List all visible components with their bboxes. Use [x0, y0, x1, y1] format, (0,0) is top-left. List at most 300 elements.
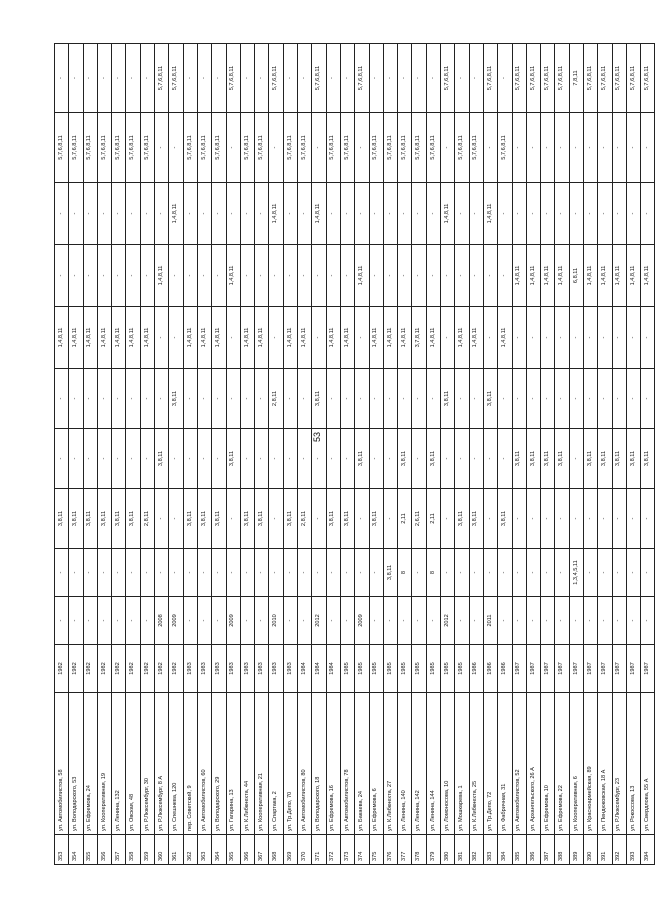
table-row	[169, 44, 183, 865]
cell-year-repair: 2011	[483, 597, 497, 645]
cell-works-h: -	[155, 113, 169, 183]
cell-row-number: 385	[512, 835, 526, 865]
table-row	[83, 44, 97, 865]
cell-row-number: 363	[197, 835, 211, 865]
cell-works-e: 1,4,8,11	[455, 307, 469, 369]
cell-works-i: -	[469, 44, 483, 113]
cell-works-i: 5,7,6,8,11	[612, 44, 626, 113]
cell-works-c: -	[383, 429, 397, 489]
cell-works-c: -	[569, 429, 583, 489]
table-row	[55, 44, 69, 865]
cell-works-b: -	[169, 489, 183, 549]
cell-works-e: 3,7,8,11	[412, 307, 426, 369]
table-row	[298, 44, 312, 865]
cell-works-g: -	[569, 183, 583, 245]
cell-year-built: 1982	[83, 645, 97, 693]
cell-works-i: -	[298, 44, 312, 113]
cell-year-built: 1982	[97, 645, 111, 693]
cell-works-c: 3,8,11	[355, 429, 369, 489]
cell-works-e: -	[626, 307, 640, 369]
cell-works-e: 1,4,8,11	[369, 307, 383, 369]
cell-works-f: -	[441, 245, 455, 307]
cell-works-h: -	[583, 113, 597, 183]
cell-works-c: -	[498, 429, 512, 489]
cell-works-d: -	[412, 369, 426, 429]
cell-works-a: -	[469, 549, 483, 597]
cell-works-g: -	[598, 183, 612, 245]
cell-year-repair: -	[140, 597, 154, 645]
cell-year-repair: -	[55, 597, 69, 645]
cell-works-g: -	[112, 183, 126, 245]
cell-works-h: -	[226, 113, 240, 183]
cell-year-repair: -	[197, 597, 211, 645]
cell-row-number: 358	[126, 835, 140, 865]
cell-works-c: 3,8,11	[155, 429, 169, 489]
cell-works-d: -	[398, 369, 412, 429]
cell-row-number: 356	[97, 835, 111, 865]
cell-works-e: -	[269, 307, 283, 369]
cell-works-d: -	[97, 369, 111, 429]
cell-works-g: -	[97, 183, 111, 245]
cell-works-e: -	[512, 307, 526, 369]
cell-address: ул. Спешнева, 120	[169, 693, 183, 835]
table-row	[226, 44, 240, 865]
cell-works-b: -	[383, 489, 397, 549]
cell-address: ул. Тр.Депо, 72	[483, 693, 497, 835]
cell-works-i: 5,7,6,8,11	[355, 44, 369, 113]
cell-works-a: -	[541, 549, 555, 597]
cell-works-h: 5,7,6,8,11	[455, 113, 469, 183]
cell-address: ул. Ленина, 140	[398, 693, 412, 835]
cell-works-h: 5,7,6,8,11	[412, 113, 426, 183]
cell-address: ул. Ефремова, 16	[326, 693, 340, 835]
cell-works-h: -	[598, 113, 612, 183]
table-row	[283, 44, 297, 865]
cell-works-h: -	[526, 113, 540, 183]
cell-works-g: -	[555, 183, 569, 245]
cell-works-d: -	[226, 369, 240, 429]
cell-works-c: 3,8,11	[626, 429, 640, 489]
cell-year-built: 1982	[55, 645, 69, 693]
cell-works-f: -	[112, 245, 126, 307]
cell-works-d: -	[340, 369, 354, 429]
cell-works-c: -	[197, 429, 211, 489]
cell-works-i: 5,7,6,8,11	[312, 44, 326, 113]
cell-works-g: -	[498, 183, 512, 245]
cell-works-c: -	[312, 429, 326, 489]
cell-works-b: -	[526, 489, 540, 549]
cell-works-d: -	[69, 369, 83, 429]
cell-works-b: -	[612, 489, 626, 549]
cell-works-f: 1,4,8,11	[626, 245, 640, 307]
cell-works-f: 1,4,8,11	[526, 245, 540, 307]
cell-works-f: -	[283, 245, 297, 307]
table-row	[426, 44, 440, 865]
table-row	[155, 44, 169, 865]
cell-works-d: -	[526, 369, 540, 429]
cell-works-a: -	[226, 549, 240, 597]
cell-works-c: -	[455, 429, 469, 489]
cell-works-e: -	[612, 307, 626, 369]
cell-works-g: -	[526, 183, 540, 245]
cell-works-d: 2,8,11	[269, 369, 283, 429]
cell-works-i: 5,7,6,8,11	[641, 44, 655, 113]
cell-row-number: 361	[169, 835, 183, 865]
cell-works-h: 5,7,6,8,11	[240, 113, 254, 183]
cell-address: ул. Р.Люксембург, 23	[612, 693, 626, 835]
cell-works-d: -	[112, 369, 126, 429]
cell-works-c: 3,8,11	[226, 429, 240, 489]
cell-works-a: -	[140, 549, 154, 597]
cell-works-i: 5,7,6,8,11	[626, 44, 640, 113]
cell-works-i: -	[283, 44, 297, 113]
table-row	[355, 44, 369, 865]
cell-address: ул. Р.Люксембург, 30	[140, 693, 154, 835]
page-number: 53	[312, 431, 323, 443]
cell-works-a: -	[183, 549, 197, 597]
cell-year-repair: -	[569, 597, 583, 645]
cell-works-c: -	[240, 429, 254, 489]
cell-year-repair: -	[626, 597, 640, 645]
cell-works-e: 1,4,8,11	[140, 307, 154, 369]
cell-works-c: -	[441, 429, 455, 489]
cell-works-e: 1,4,8,11	[283, 307, 297, 369]
cell-works-e: -	[526, 307, 540, 369]
cell-works-f: -	[69, 245, 83, 307]
cell-works-e: 1,4,8,11	[197, 307, 211, 369]
cell-works-g: 1,4,8,11	[312, 183, 326, 245]
cell-address: ул. Володарского, 53	[69, 693, 83, 835]
cell-works-a: -	[269, 549, 283, 597]
cell-works-b: 2,8,11	[140, 489, 154, 549]
cell-works-d: -	[569, 369, 583, 429]
cell-works-h: 5,7,6,8,11	[383, 113, 397, 183]
cell-works-f: -	[97, 245, 111, 307]
cell-year-built: 1983	[212, 645, 226, 693]
cell-works-b: 3,8,11	[126, 489, 140, 549]
cell-works-d: -	[583, 369, 597, 429]
cell-works-f: 1,4,8,11	[355, 245, 369, 307]
cell-works-d: -	[541, 369, 555, 429]
cell-address: пер. Советский, 9	[183, 693, 197, 835]
cell-works-b: -	[269, 489, 283, 549]
cell-works-i: -	[97, 44, 111, 113]
cell-year-repair: -	[369, 597, 383, 645]
cell-address: ул. Кооперативная, 6	[569, 693, 583, 835]
cell-works-g: -	[455, 183, 469, 245]
cell-works-d: -	[498, 369, 512, 429]
cell-year-repair: 2009	[226, 597, 240, 645]
cell-works-c: 3,8,11	[612, 429, 626, 489]
cell-row-number: 381	[455, 835, 469, 865]
table-row	[541, 44, 555, 865]
cell-works-c: -	[140, 429, 154, 489]
cell-works-a: -	[483, 549, 497, 597]
table-row	[255, 44, 269, 865]
cell-row-number: 382	[469, 835, 483, 865]
cell-works-h: 5,7,6,8,11	[340, 113, 354, 183]
cell-works-a: -	[512, 549, 526, 597]
cell-works-e: 1,4,8,11	[69, 307, 83, 369]
cell-works-f: 1,4,8,11	[555, 245, 569, 307]
cell-row-number: 374	[355, 835, 369, 865]
cell-row-number: 369	[283, 835, 297, 865]
cell-works-h: 5,7,6,8,11	[126, 113, 140, 183]
data-table	[54, 43, 655, 865]
cell-works-h: -	[641, 113, 655, 183]
cell-works-i: -	[412, 44, 426, 113]
cell-works-f: 1,4,8,11	[583, 245, 597, 307]
cell-works-b: 3,8,11	[69, 489, 83, 549]
cell-works-i: -	[83, 44, 97, 113]
cell-works-a: -	[340, 549, 354, 597]
cell-row-number: 386	[526, 835, 540, 865]
cell-address: ул. Ленина, 132	[112, 693, 126, 835]
cell-works-e: 1,4,8,11	[426, 307, 440, 369]
cell-year-repair: -	[426, 597, 440, 645]
cell-works-g: -	[340, 183, 354, 245]
cell-works-c: 3,8,11	[426, 429, 440, 489]
cell-works-b: 2,6,11	[412, 489, 426, 549]
cell-year-built: 1987	[541, 645, 555, 693]
cell-works-a: -	[197, 549, 211, 597]
cell-year-built: 1985	[383, 645, 397, 693]
cell-works-i: -	[426, 44, 440, 113]
cell-works-e: -	[641, 307, 655, 369]
cell-row-number: 355	[83, 835, 97, 865]
cell-works-e: -	[598, 307, 612, 369]
cell-works-d: -	[126, 369, 140, 429]
cell-works-h: 5,7,6,8,11	[255, 113, 269, 183]
cell-works-i: 5,7,6,8,11	[483, 44, 497, 113]
cell-works-a: -	[612, 549, 626, 597]
cell-works-d: -	[426, 369, 440, 429]
cell-works-g: -	[83, 183, 97, 245]
table-row	[583, 44, 597, 865]
cell-works-f: -	[83, 245, 97, 307]
cell-year-repair: -	[112, 597, 126, 645]
cell-works-f: -	[140, 245, 154, 307]
cell-year-repair: -	[583, 597, 597, 645]
cell-address: ул. Володарского, 18	[312, 693, 326, 835]
cell-works-g: -	[469, 183, 483, 245]
cell-works-c: 3,8,11	[598, 429, 612, 489]
cell-works-b: 3,8,11	[55, 489, 69, 549]
table-row	[69, 44, 83, 865]
cell-works-b: -	[626, 489, 640, 549]
cell-row-number: 372	[326, 835, 340, 865]
cell-works-f: -	[197, 245, 211, 307]
cell-works-h: 5,7,6,8,11	[83, 113, 97, 183]
cell-works-c: -	[369, 429, 383, 489]
cell-works-a: -	[112, 549, 126, 597]
cell-works-c: -	[83, 429, 97, 489]
cell-year-repair: -	[69, 597, 83, 645]
cell-row-number: 380	[441, 835, 455, 865]
table-row	[112, 44, 126, 865]
cell-row-number: 389	[569, 835, 583, 865]
table-row	[526, 44, 540, 865]
cell-year-built: 1987	[598, 645, 612, 693]
cell-year-repair: -	[298, 597, 312, 645]
cell-works-b: 3,8,11	[240, 489, 254, 549]
cell-year-repair: -	[126, 597, 140, 645]
cell-works-a: -	[626, 549, 640, 597]
cell-works-f: -	[183, 245, 197, 307]
cell-works-e: 1,4,8,11	[398, 307, 412, 369]
cell-works-i: 5,7,6,8,11	[169, 44, 183, 113]
cell-year-built: 1982	[155, 645, 169, 693]
cell-works-d: -	[140, 369, 154, 429]
cell-year-repair: -	[455, 597, 469, 645]
cell-works-f: -	[55, 245, 69, 307]
cell-row-number: 379	[426, 835, 440, 865]
cell-row-number: 354	[69, 835, 83, 865]
cell-works-i: 7,8,11	[569, 44, 583, 113]
cell-works-g: -	[512, 183, 526, 245]
cell-year-built: 1983	[240, 645, 254, 693]
cell-works-h: -	[512, 113, 526, 183]
cell-works-d: -	[155, 369, 169, 429]
cell-works-i: 5,7,6,8,11	[541, 44, 555, 113]
cell-works-h: -	[555, 113, 569, 183]
cell-year-repair: 2012	[441, 597, 455, 645]
cell-year-built: 1984	[312, 645, 326, 693]
cell-works-d: 3,8,11	[169, 369, 183, 429]
cell-address: ул. Спартака, 2	[269, 693, 283, 835]
cell-works-b: 3,8,11	[283, 489, 297, 549]
cell-works-d: -	[555, 369, 569, 429]
cell-works-d: -	[369, 369, 383, 429]
table-row	[555, 44, 569, 865]
cell-works-h: 5,7,6,8,11	[69, 113, 83, 183]
cell-works-h: 5,7,6,8,11	[326, 113, 340, 183]
cell-works-e: 1,4,8,11	[126, 307, 140, 369]
cell-works-e: 1,4,8,11	[298, 307, 312, 369]
cell-works-d: -	[240, 369, 254, 429]
cell-year-built: 1983	[183, 645, 197, 693]
cell-works-a: -	[240, 549, 254, 597]
cell-works-i: -	[212, 44, 226, 113]
cell-works-c: -	[212, 429, 226, 489]
cell-works-a: -	[326, 549, 340, 597]
cell-works-g: -	[183, 183, 197, 245]
cell-works-f: 1,4,8,11	[226, 245, 240, 307]
cell-works-b: 3,8,11	[340, 489, 354, 549]
cell-row-number: 394	[641, 835, 655, 865]
cell-works-a: -	[412, 549, 426, 597]
cell-year-built: 1982	[169, 645, 183, 693]
table-container	[54, 44, 651, 865]
cell-year-built: 1987	[555, 645, 569, 693]
cell-works-g: 1,4,8,11	[169, 183, 183, 245]
cell-works-g: -	[326, 183, 340, 245]
cell-works-f: -	[498, 245, 512, 307]
cell-works-h: -	[269, 113, 283, 183]
cell-works-e: 1,4,8,11	[240, 307, 254, 369]
cell-row-number: 377	[398, 835, 412, 865]
cell-works-g: -	[398, 183, 412, 245]
cell-works-i: -	[197, 44, 211, 113]
cell-works-c: 3,8,11	[583, 429, 597, 489]
cell-works-f: -	[412, 245, 426, 307]
cell-year-repair: 2012	[312, 597, 326, 645]
cell-address: ул. К.Либкнехта, 44	[240, 693, 254, 835]
cell-year-repair: -	[183, 597, 197, 645]
cell-address: ул. Свердлова, 55 А	[641, 693, 655, 835]
cell-works-e: 1,4,8,11	[112, 307, 126, 369]
cell-works-b: -	[355, 489, 369, 549]
cell-works-e: -	[312, 307, 326, 369]
cell-works-h: 5,7,6,8,11	[183, 113, 197, 183]
cell-year-built: 1983	[197, 645, 211, 693]
cell-works-a: 8	[426, 549, 440, 597]
table-row	[183, 44, 197, 865]
cell-works-d: -	[355, 369, 369, 429]
cell-works-b: -	[155, 489, 169, 549]
cell-works-f: -	[426, 245, 440, 307]
cell-year-built: 1985	[369, 645, 383, 693]
cell-year-built: 1982	[140, 645, 154, 693]
cell-works-d: 3,8,11	[312, 369, 326, 429]
cell-works-c: -	[169, 429, 183, 489]
cell-works-e: -	[569, 307, 583, 369]
cell-address: ул. Автомобилистов, 58	[55, 693, 69, 835]
cell-works-h: 5,7,6,8,11	[197, 113, 211, 183]
cell-works-f: -	[469, 245, 483, 307]
cell-works-g: -	[283, 183, 297, 245]
cell-row-number: 392	[612, 835, 626, 865]
cell-year-repair: -	[541, 597, 555, 645]
cell-works-c: 3,8,11	[541, 429, 555, 489]
cell-works-h: -	[441, 113, 455, 183]
cell-year-repair: -	[212, 597, 226, 645]
cell-works-d: -	[197, 369, 211, 429]
cell-works-d: -	[455, 369, 469, 429]
table-row	[140, 44, 154, 865]
cell-address: ул. Рокоссова, 13	[626, 693, 640, 835]
cell-works-a: -	[298, 549, 312, 597]
cell-works-a: -	[526, 549, 540, 597]
cell-year-repair: -	[240, 597, 254, 645]
cell-works-g: -	[641, 183, 655, 245]
cell-works-c: -	[283, 429, 297, 489]
cell-works-f: 6,8,11	[569, 245, 583, 307]
cell-works-f: 1,4,8,11	[541, 245, 555, 307]
cell-year-repair: -	[97, 597, 111, 645]
cell-row-number: 353	[55, 835, 69, 865]
cell-works-f: -	[255, 245, 269, 307]
cell-works-e: 1,4,8,11	[383, 307, 397, 369]
cell-works-b: 3,8,11	[498, 489, 512, 549]
table-row	[598, 44, 612, 865]
cell-works-f: 1,4,8,11	[512, 245, 526, 307]
cell-works-e: -	[483, 307, 497, 369]
cell-row-number: 390	[583, 835, 597, 865]
cell-address: ул. Архангельского, 26 А	[526, 693, 540, 835]
cell-works-b: 3,8,11	[112, 489, 126, 549]
cell-year-repair: -	[398, 597, 412, 645]
cell-row-number: 357	[112, 835, 126, 865]
cell-address: ул. Кооперативная, 19	[97, 693, 111, 835]
cell-works-i: 5,7,6,8,11	[526, 44, 540, 113]
cell-works-b: 3,8,11	[212, 489, 226, 549]
cell-works-e: -	[541, 307, 555, 369]
cell-works-f: -	[269, 245, 283, 307]
cell-works-e: 1,4,8,11	[255, 307, 269, 369]
table-row	[498, 44, 512, 865]
cell-year-repair: -	[555, 597, 569, 645]
